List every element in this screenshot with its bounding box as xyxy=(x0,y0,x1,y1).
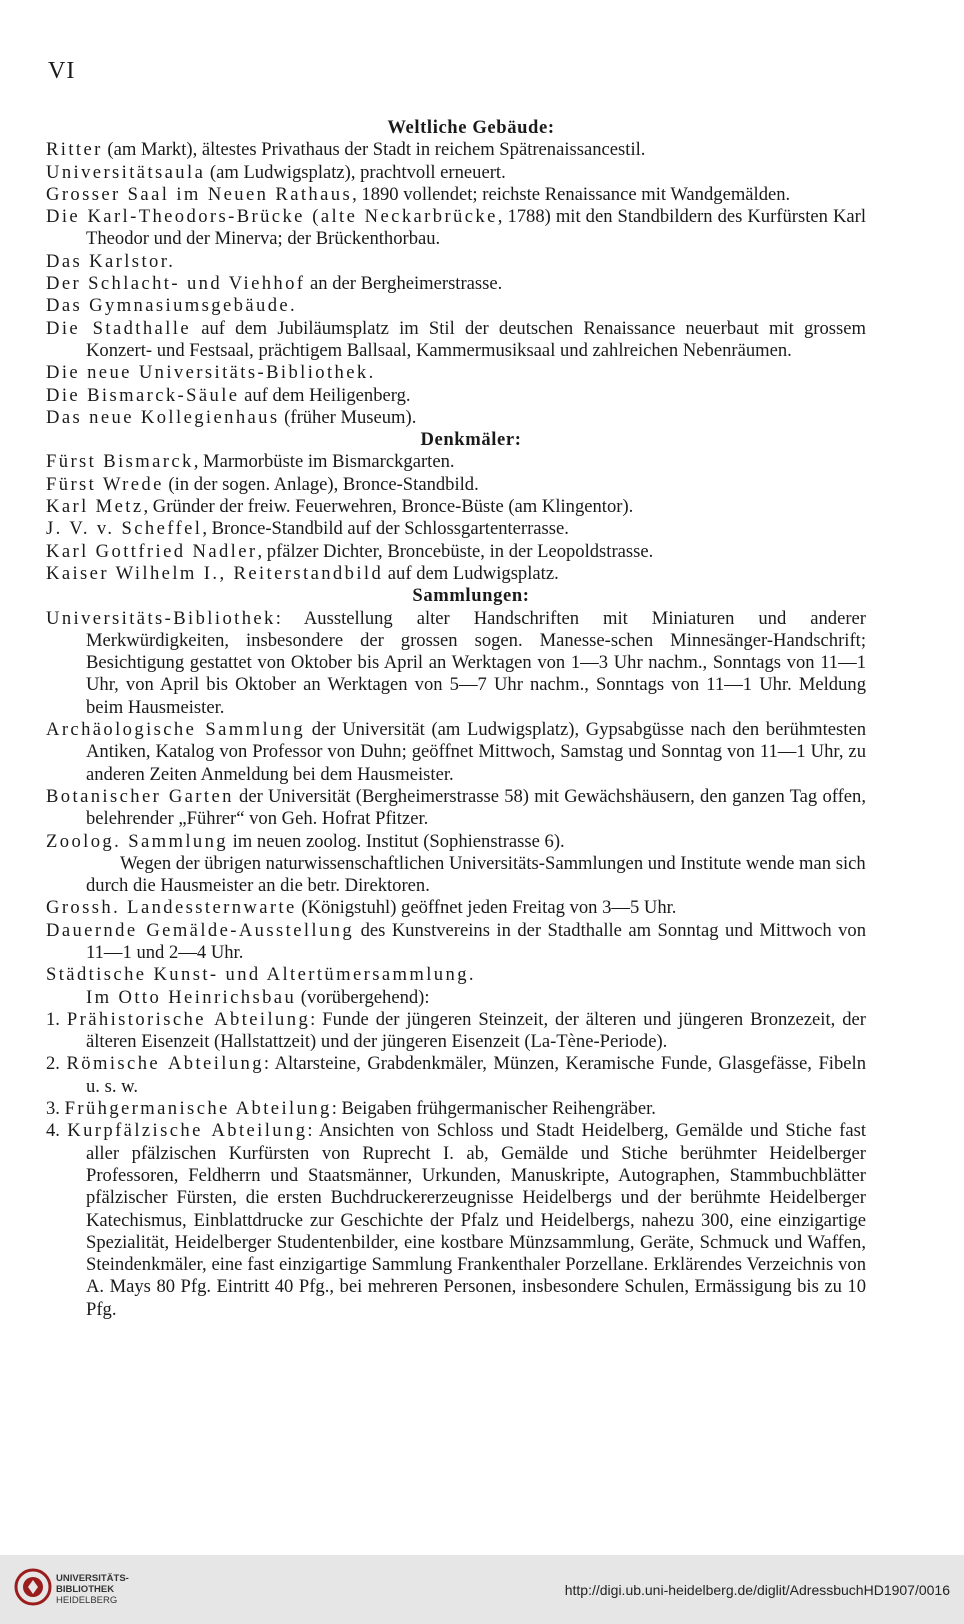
list-item xyxy=(46,920,866,965)
entry-text: , Bronce-Standbild auf der Schlossgartenterrasse. xyxy=(202,518,569,540)
entry-text: (am Ludwigsplatz), prachtvoll erneuert. xyxy=(205,161,506,183)
gebaeude-list xyxy=(46,139,866,429)
entry-name: Archäologische Sammlung xyxy=(46,719,306,741)
numbered-item xyxy=(46,1053,866,1098)
logo-line: BIBLIOTHEK xyxy=(56,1584,115,1595)
entry-text: der Universität (Bergheimerstrasse 58) mit Gewächshäusern, den ganzen Tag offen, belehrender „Führer“ von Geh. Hofrat Pfitzer. xyxy=(86,785,866,830)
list-item xyxy=(46,162,866,184)
list-item xyxy=(46,295,866,317)
item-number: 3. xyxy=(46,1098,60,1120)
entry-name: Karl Gottfried Nadler xyxy=(46,540,258,562)
sub-intro xyxy=(46,987,866,1009)
entry-name: Grossh. Landessternwarte xyxy=(46,897,297,919)
list-item xyxy=(46,518,866,540)
entry-name: Ritter xyxy=(46,139,103,161)
entry-text: im neuen zoolog. Institut (Sophienstrasse 6). xyxy=(227,830,565,852)
section-heading-gebaeude: Weltliche Gebäude: xyxy=(387,117,555,138)
page-content xyxy=(46,117,866,1321)
entry-name: Die Bismarck-Säule xyxy=(46,384,240,406)
entry-name: Städtische Kunst- und Altertümersammlung. xyxy=(46,964,476,986)
entry-text: : Altarsteine, Grabdenkmäler, Münzen, Keramische Funde, Glasgefässe, Fibeln u. s. w. xyxy=(86,1053,866,1097)
list-item xyxy=(46,273,866,295)
entry-text: auf dem Jubiläumsplatz im Stil der deutschen Renaissance neuerbaut mit grossem Konzert- und Festsaal, prächtigem Ballsaal, Kammermusiksaal und zahlreichen Nebenräumen. xyxy=(86,317,866,361)
entry-text: : Beigaben frühgermanischer Reihengräber. xyxy=(331,1098,656,1120)
entry-name: Fürst Wrede xyxy=(46,473,164,495)
sammlungen-list xyxy=(46,608,866,1322)
denkmaeler-list xyxy=(46,451,866,585)
item-number: 4. xyxy=(46,1120,60,1142)
numbered-item xyxy=(46,1098,866,1120)
entry-text: : Ansichten von Schloss und Stadt Heidelberg, Gemälde und Stiche fast aller pfälzischen Kurfürsten von Ruprecht I. ab, Gemälde und Stiche berühmter Heidelberger Professoren, Feldherrn und Staatsmänner, Urkunden, Manuskripte, Autographen, Stammbuchblätter pfälzischer Fürsten, die ersten Buchdruckererzeugnisse Heidelbergs und der berühmte Heidelberger Katechismus, Einblattdrucke zur Geschichte der Pfalz und Heidelbergs, nahezu 300, eine einzigartige Spezialität, Heidelberger Studentenbilder, eine kostbare Münzsammlung, Geräte, Schmuck und Waffen, Steindenkmäler, eine fast einzigartige Sammlung Frankenthaler Porzellane. Erklärendes Verzeichnis von A. Mays 80 Pfg. Eintritt 40 Pfg., bei mehreren Personen, insbesondere Schulen, Ermässigung bis zu 10 Pfg. xyxy=(86,1120,866,1320)
entry-name: Kaiser Wilhelm I., Reiterstandbild xyxy=(46,562,384,584)
entry-text: (früher Museum). xyxy=(279,406,417,428)
entry-text: : Funde der jüngeren Steinzeit, der älteren und jüngeren Bronzezeit, der älteren Eisenzeit (Hallstattzeit) und der jüngeren Eisenzeit (La-Tène-Periode). xyxy=(86,1008,866,1053)
list-item xyxy=(46,786,866,831)
entry-name: Karl Metz xyxy=(46,496,144,518)
item-number: 1. xyxy=(46,1008,60,1030)
list-item xyxy=(46,474,866,496)
entry-name: Frühgermanische Abteilung xyxy=(64,1098,332,1120)
list-item xyxy=(46,719,866,786)
entry-name: Die Stadthalle xyxy=(46,317,191,339)
entry-name: Fürst Bismarck xyxy=(46,451,194,473)
list-item xyxy=(46,964,866,986)
entry-name: J. V. v. Scheffel xyxy=(46,518,203,540)
entry-text: (in der sogen. Anlage), Bronce-Standbild. xyxy=(163,473,479,495)
source-url-link[interactable]: http://digi.ub.uni-heidelberg.de/diglit/AdressbuchHD1907/0016 xyxy=(564,1582,950,1598)
entry-name: Prähistorische Abteilung xyxy=(66,1008,311,1030)
entry-text: , Marmorbüste im Bismarckgarten. xyxy=(193,451,455,473)
entry-text: auf dem Ludwigsplatz. xyxy=(383,562,559,584)
footer-bar xyxy=(0,1555,964,1624)
entry-text: der Universität (am Ludwigsplatz), Gypsabgüsse nach den berühmtesten Antiken, Katalog von Professor von Duhn; geöffnet Mittwoch, Samstag und Sonntag von 11—1 Uhr, zu anderen Zeiten Anmeldung bei dem Hausmeister. xyxy=(86,719,866,785)
entry-name: Römische Abteilung xyxy=(66,1053,264,1075)
list-item xyxy=(46,451,866,473)
logo-line: HEIDELBERG xyxy=(56,1595,118,1606)
item-number: 2. xyxy=(46,1053,60,1075)
entry-text: (Königstuhl) geöffnet jeden Freitag von 3—5 Uhr. xyxy=(296,897,677,919)
entry-text: : Ausstellung alter Handschriften mit Miniaturen und anderer Merkwürdigkeiten, insbesondere der grossen sogen. Manesse-schen Minnesänger-Handschrift; Besichtigung gestattet von Oktober bis April an Werktagen von 1—3 Uhr nachm., Sonntags von 11—1 Uhr, von April bis Oktober an Werktagen von 5—7 Uhr nachm., Sonntags von 11—1 Uhr. Meldung beim Hausmeister. xyxy=(86,607,866,718)
list-item xyxy=(46,407,866,429)
entry-name: Das Karlstor. xyxy=(46,250,176,272)
university-seal-icon xyxy=(14,1567,52,1607)
entry-text: auf dem Heiligenberg. xyxy=(239,384,411,406)
logo-line: UNIVERSITÄTS- xyxy=(56,1573,129,1584)
entry-name: Die neue Universitäts-Bibliothek. xyxy=(46,362,376,384)
entry-name: Die Karl-Theodors-Brücke (alte Neckarbrücke xyxy=(46,206,498,228)
entry-name: Kurpfälzische Abteilung xyxy=(67,1120,308,1142)
entry-name: Botanischer Garten xyxy=(46,785,234,807)
sammlungen-note: Wegen der übrigen naturwissenschaftlichen Universitäts-Sammlungen und Institute wende man sich durch die Hausmeister an die betr. Direktoren. xyxy=(86,852,866,897)
list-item xyxy=(46,385,866,407)
list-item xyxy=(46,139,866,161)
entry-name: Universitätsaula xyxy=(46,161,206,183)
list-item xyxy=(46,897,866,919)
entry-name: Grosser Saal im Neuen Rathaus xyxy=(46,183,353,205)
list-item xyxy=(46,831,866,853)
list-item xyxy=(46,496,866,518)
numbered-item xyxy=(46,1120,866,1321)
list-item xyxy=(46,541,866,563)
entry-name: Der Schlacht- und Viehhof xyxy=(46,273,306,295)
entry-text: (am Markt), ältestes Privathaus der Stadt in reichem Spätrenaissancestil. xyxy=(102,139,646,161)
entry-name: Zoolog. Sammlung xyxy=(46,830,228,852)
list-item xyxy=(46,184,866,206)
entry-text: an der Bergheimerstrasse. xyxy=(305,273,503,295)
entry-text: , pfälzer Dichter, Broncebüste, in der Leopoldstrasse. xyxy=(257,540,654,562)
list-item xyxy=(46,251,866,273)
entry-name: Das Gymnasiumsgebäude. xyxy=(46,295,298,317)
section-heading-denkmaeler: Denkmäler: xyxy=(420,429,522,451)
entry-text: , Gründer der freiw. Feuerwehren, Bronce-Büste (am Klingentor). xyxy=(143,496,634,518)
entry-text: des Kunstvereins in der Stadthalle am Sonntag und Mittwoch von 11—1 und 2—4 Uhr. xyxy=(86,919,867,963)
entry-name: Dauernde Gemälde-Ausstellung xyxy=(46,919,355,941)
library-logo-text xyxy=(56,1573,129,1606)
entry-text: , 1890 vollendet; reichste Renaissance mit Wandgemälden. xyxy=(352,183,791,205)
list-item xyxy=(46,362,866,384)
entry-name: Das neue Kollegienhaus xyxy=(46,406,280,428)
entry-text: (vorübergehend): xyxy=(296,986,430,1008)
list-item xyxy=(46,563,866,585)
entry-name: Im Otto Heinrichsbau xyxy=(86,986,297,1008)
list-item xyxy=(46,318,866,363)
section-heading-sammlungen: Sammlungen: xyxy=(412,585,530,607)
list-item xyxy=(46,608,866,719)
page-number: VI xyxy=(48,58,76,84)
list-item xyxy=(46,206,866,251)
entry-text: , 1788) mit den Standbildern des Kurfürsten Karl Theodor und der Minerva; der Brückenthorbau. xyxy=(86,206,866,250)
entry-name: Universitäts-Bibliothek xyxy=(46,607,276,629)
numbered-item xyxy=(46,1009,866,1054)
